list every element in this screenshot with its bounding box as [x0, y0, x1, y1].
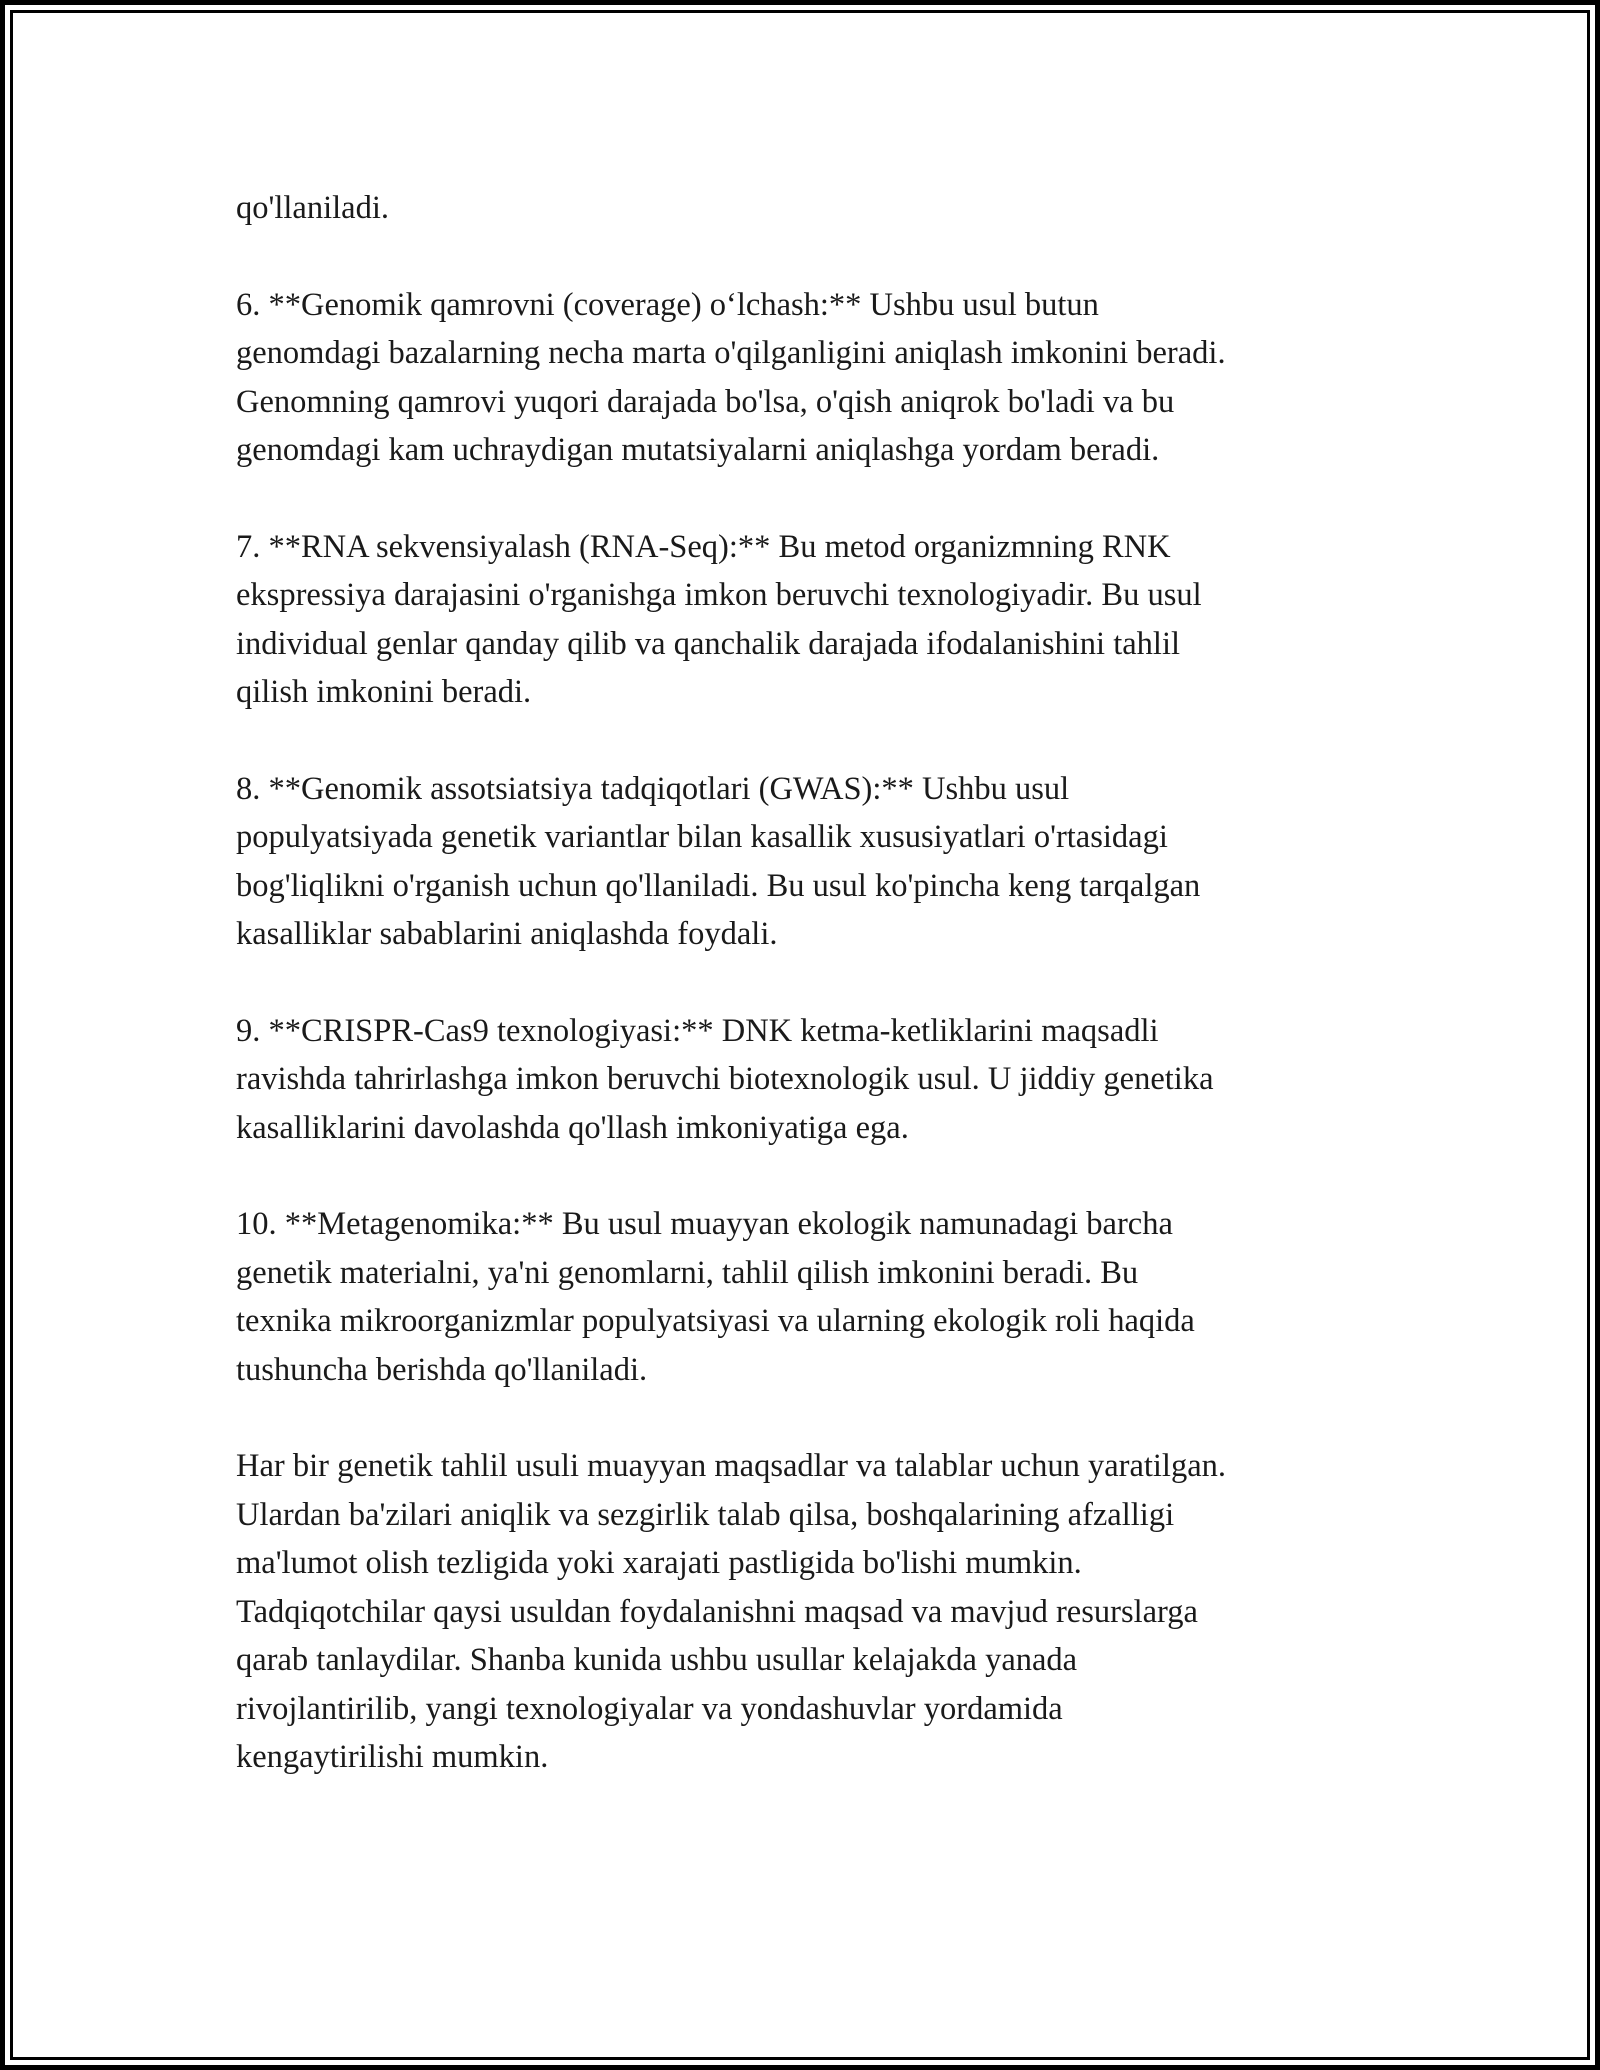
paragraph-continuation: qo'llaniladi.: [236, 190, 389, 226]
paragraph-item-8-gwas: 8. **Genomik assotsiatsiya tadqiqotlari (GWAS):** Ushbu usul populyatsiyada genetik variantlar bilan kasallik xususiyatlari o'rtasidagi bog'liqlikni o'rganish uchun qo'llaniladi. Bu usul ko'pincha keng tarqalgan kasalliklar sabablarini aniqlashda foydali.: [236, 770, 1201, 953]
document-body: [236, 184, 1386, 1830]
paragraph-item-7-rna-seq: 7. **RNA sekvensiyalash (RNA-Seq):** Bu metod organizmning RNK ekspressiya darajasini o'rganishga imkon beruvchi texnologiyadir. Bu usul individual genlar qanday qilib va qanchalik darajada ifodalanishini tahlil qilish imkonini beradi.: [236, 528, 1202, 711]
paragraph-conclusion: Har bir genetik tahlil usuli muayyan maqsadlar va talablar uchun yaratilgan. Ulardan ba'zilari aniqlik va sezgirlik talab qilsa, boshqalarining afzalligi ma'lumot olish tezligida yoki xarajati pastligida bo'lishi mumkin. Tadqiqotchilar qaysi usuldan foydalanishni maqsad va mavjud resurslarga qarab tanlaydilar. Shanba kunida ushbu usullar kelajakda yanada rivojlantirilib, yangi texnologiyalar va yondashuvlar yordamida kengaytirilishi mumkin.: [236, 1448, 1227, 1775]
paragraph-item-6-coverage: 6. **Genomik qamrovni (coverage) o‘lchash:** Ushbu usul butun genomdagi bazalarning necha marta o'qilganligini aniqlash imkonini beradi. Genomning qamrovi yuqori darajada bo'lsa, o'qish aniqrok bo'ladi va bu genomdagi kam uchraydigan mutatsiyalarni aniqlashga yordam beradi.: [236, 286, 1226, 469]
paragraph-item-10-metagenomics: 10. **Metagenomika:** Bu usul muayyan ekologik namunadagi barcha genetik materialni, ya'ni genomlarni, tahlil qilish imkonini beradi. Bu texnika mikroorganizmlar populyatsiyasi va ularning ekologik roli haqida tushuncha berishda qo'llaniladi.: [236, 1206, 1195, 1388]
paragraph-item-9-crispr: 9. **CRISPR-Cas9 texnologiyasi:** DNK ketma-ketliklarini maqsadli ravishda tahrirlashga imkon beruvchi biotexnologik usul. U jiddiy genetika kasalliklarini davolashda qo'llash imkoniyatiga ega.: [236, 1012, 1214, 1146]
